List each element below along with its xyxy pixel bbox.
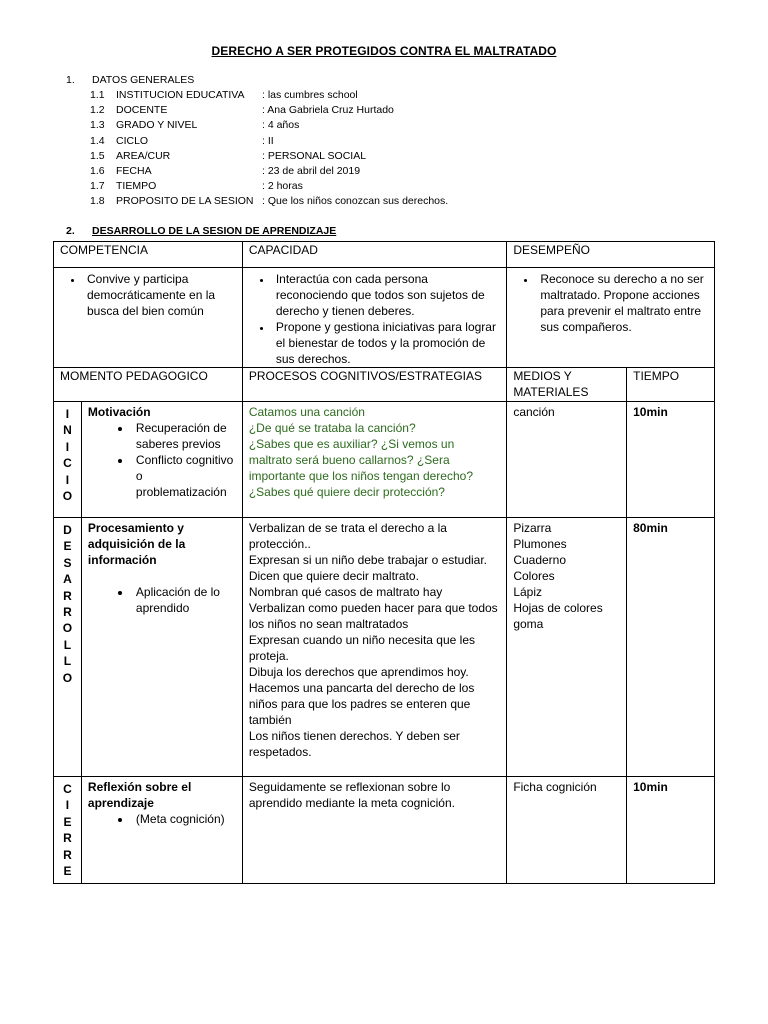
datos-item [90, 118, 448, 133]
desarrollo-proceso-line: Nombran qué casos de maltrato hay [248, 585, 443, 599]
inicio-medios-cell: canción [507, 402, 627, 518]
desarrollo-proceso-line: Dibuja los derechos que aprendimos hoy. [248, 665, 469, 679]
datos-item-value: : 4 años [262, 119, 300, 132]
desarrollo-letter: R [63, 605, 72, 620]
header-momento: MOMENTO PEDAGOGICO [54, 368, 243, 402]
material-item: goma [513, 617, 544, 631]
desarrollo-subitem: • Aplicación de lo aprendido [132, 584, 236, 616]
competencia-list [60, 271, 236, 319]
datos-item-value: : 23 de abril del 2019 [262, 164, 361, 177]
capacidad-list [249, 271, 500, 367]
datos-item [90, 103, 448, 118]
desempeno-list [513, 271, 708, 335]
datos-item [90, 194, 448, 209]
capacidad-item: • Propone y gestiona iniciativas para lograr el bienestar de todos y la promoción de sus derechos. [272, 319, 500, 367]
header-medios: MEDIOS Y MATERIALES [507, 368, 627, 402]
inicio-letter: O [62, 489, 73, 504]
material-item: Pizarra [513, 521, 552, 535]
desarrollo-proceso-line: Hacemos una pancarta del derecho de los niños para que los padres se enteren que también [248, 681, 475, 727]
datos-item-value: : PERSONAL SOCIAL [262, 149, 367, 162]
datos-item [90, 164, 448, 179]
desarrollo-proceso-line: Verbalizan como pueden hacer para que todos los niños no sean maltratados [248, 601, 498, 631]
desarrollo-proceso-line: Dicen que quiere decir maltrato. [248, 569, 419, 583]
cierre-subitem: • (Meta cognición) [132, 811, 236, 827]
competencia-item: • Convive y participa democráticamente en la busca del bien común [83, 271, 236, 319]
desarrollo-row [54, 518, 715, 777]
datos-item-number: 1.4 [90, 134, 105, 147]
desarrollo-proceso-line: Expresan si un niño debe trabajar o estudiar. [248, 553, 487, 567]
desarrollo-letter: O [62, 621, 73, 636]
inicio-letter: I [65, 407, 70, 421]
desempeno-item: • Reconoce su derecho a no ser maltratado. Propone acciones para prevenir el maltrato entre sus compañeros. [536, 271, 708, 335]
desarrollo-letter: L [63, 654, 72, 669]
desarrollo-vertical-label [54, 518, 82, 777]
desarrollo-proceso-line: Expresan cuando un niño necesita que les proteja. [248, 633, 476, 663]
material-item: Cuaderno [513, 553, 567, 567]
inicio-proceso-line: Catamos una canción [248, 405, 365, 419]
datos-item-number: 1.2 [90, 104, 105, 117]
desarrollo-letter: A [63, 572, 72, 587]
datos-item-label: AREA/CUR [116, 149, 171, 162]
desempeno-cell [507, 268, 715, 368]
datos-list [90, 88, 448, 210]
desarrollo-section-heading [66, 225, 336, 237]
header-capacidad: CAPACIDAD [242, 242, 506, 268]
inicio-letter: I [65, 472, 70, 487]
desarrollo-letter: D [63, 523, 72, 537]
datos-item [90, 179, 448, 194]
inicio-title: Motivación [87, 405, 151, 419]
datos-item-label: INSTITUCION EDUCATIVA [116, 89, 245, 101]
material-item: Colores [513, 569, 555, 583]
desarrollo-letter: L [63, 637, 72, 652]
cierre-letter: E [63, 864, 72, 879]
datos-item-number: 1.6 [90, 164, 105, 177]
inicio-tiempo-cell: 10min [627, 402, 715, 518]
desarrollo-title: Procesamiento y adquisición de la información [87, 521, 186, 567]
header-competencia: COMPETENCIA [54, 242, 243, 268]
datos-item-value: : Que los niños conozcan sus derechos. [262, 195, 449, 208]
desarrollo-letter: S [63, 555, 72, 570]
cierre-row [54, 777, 715, 884]
header-row-2 [54, 368, 715, 402]
inicio-subitems [88, 420, 236, 500]
datos-item-label: CICLO [116, 134, 149, 147]
section-heading: DESARROLLO DE LA SESION DE APRENDIZAJE [92, 225, 337, 237]
inicio-letter: I [65, 439, 70, 454]
cierre-subitems [88, 811, 236, 827]
datos-generales-section [66, 74, 448, 210]
datos-item-label: PROPOSITO DE LA SESION [116, 195, 254, 208]
inicio-proceso-line: ¿De qué se trataba la canción? [248, 421, 416, 435]
datos-item [90, 88, 448, 103]
material-item: Plumones [513, 537, 567, 551]
cierre-procesos-cell: Seguidamente se reflexionan sobre lo aprendido mediante la meta cognición. [242, 777, 506, 884]
cierre-momento-cell [81, 777, 242, 884]
cierre-letter: E [63, 814, 72, 829]
desarrollo-letter: E [63, 539, 72, 554]
desarrollo-letter: R [63, 588, 72, 603]
desarrollo-proceso-line: Los niños tienen derechos. Y deben ser respetados. [248, 729, 460, 759]
material-item: Hojas de colores [513, 601, 603, 615]
datos-item-label: GRADO Y NIVEL [116, 119, 198, 132]
desarrollo-letter: O [62, 670, 73, 685]
desarrollo-momento-cell [81, 518, 242, 777]
header-row-1 [54, 242, 715, 268]
desarrollo-subitems [88, 584, 236, 616]
datos-item-label: DOCENTE [116, 104, 168, 117]
datos-item-number: 1.7 [90, 180, 105, 193]
cierre-vertical-label [54, 777, 82, 884]
inicio-procesos-cell [242, 402, 506, 518]
inicio-row [54, 402, 715, 518]
competencia-row [54, 268, 715, 368]
datos-item-number: 1.8 [90, 195, 105, 208]
datos-item-number: 1.5 [90, 149, 105, 162]
material-item: Lápiz [513, 585, 542, 599]
inicio-subitem: • Recuperación de saberes previos [132, 420, 236, 452]
inicio-subitem: • Conflicto cognitivo o problematización [132, 452, 236, 500]
cierre-letter: R [63, 847, 72, 862]
header-desempeno: DESEMPEÑO [507, 242, 715, 268]
capacidad-item: • Interactúa con cada persona reconociendo que todos son sujetos de derecho y tienen deberes. [272, 271, 500, 319]
competencia-cell [54, 268, 243, 368]
datos-item-number: 1.1 [90, 89, 105, 101]
section-heading: DATOS GENERALES [92, 74, 195, 86]
cierre-letter: I [65, 798, 70, 813]
header-procesos: PROCESOS COGNITIVOS/ESTRATEGIAS [242, 368, 506, 402]
datos-item-value: : Ana Gabriela Cruz Hurtado [262, 104, 394, 117]
datos-item [90, 134, 448, 149]
datos-item-label: FECHA [116, 164, 152, 177]
document-title: DERECHO A SER PROTEGIDOS CONTRA EL MALTRATADO [211, 44, 557, 58]
cierre-tiempo-cell: 10min [627, 777, 715, 884]
inicio-proceso-line: ¿Sabes que es auxiliar? ¿Si vemos un maltrato será bueno callarnos? ¿Sera importante que los niños tengan derecho? ¿Sabes qué quiere decir protección? [248, 437, 473, 499]
capacidad-cell [242, 268, 506, 368]
cierre-letter: R [63, 831, 72, 846]
datos-item [90, 149, 448, 164]
desarrollo-medios-cell [507, 518, 627, 777]
desarrollo-tiempo-cell: 80min [627, 518, 715, 777]
desarrollo-procesos-cell [242, 518, 506, 777]
datos-item-value: : las cumbres school [262, 89, 358, 101]
session-table [53, 241, 715, 884]
inicio-letter: C [63, 456, 72, 471]
section-number: 1. [66, 74, 75, 86]
section-number: 2. [66, 225, 75, 237]
inicio-vertical-label [54, 402, 82, 518]
cierre-medios-cell: Ficha cognición [507, 777, 627, 884]
desarrollo-proceso-line: Verbalizan de se trata el derecho a la protección.. [248, 521, 447, 551]
datos-item-value: : 2 horas [262, 180, 303, 193]
inicio-momento-cell [81, 402, 242, 518]
datos-item-label: TIEMPO [116, 180, 157, 193]
cierre-title: Reflexión sobre el aprendizaje [87, 780, 192, 810]
datos-item-value: : II [262, 134, 274, 147]
cierre-letter: C [63, 782, 72, 796]
datos-item-number: 1.3 [90, 119, 105, 132]
inicio-letter: N [63, 423, 72, 438]
header-tiempo: TIEMPO [627, 368, 715, 402]
